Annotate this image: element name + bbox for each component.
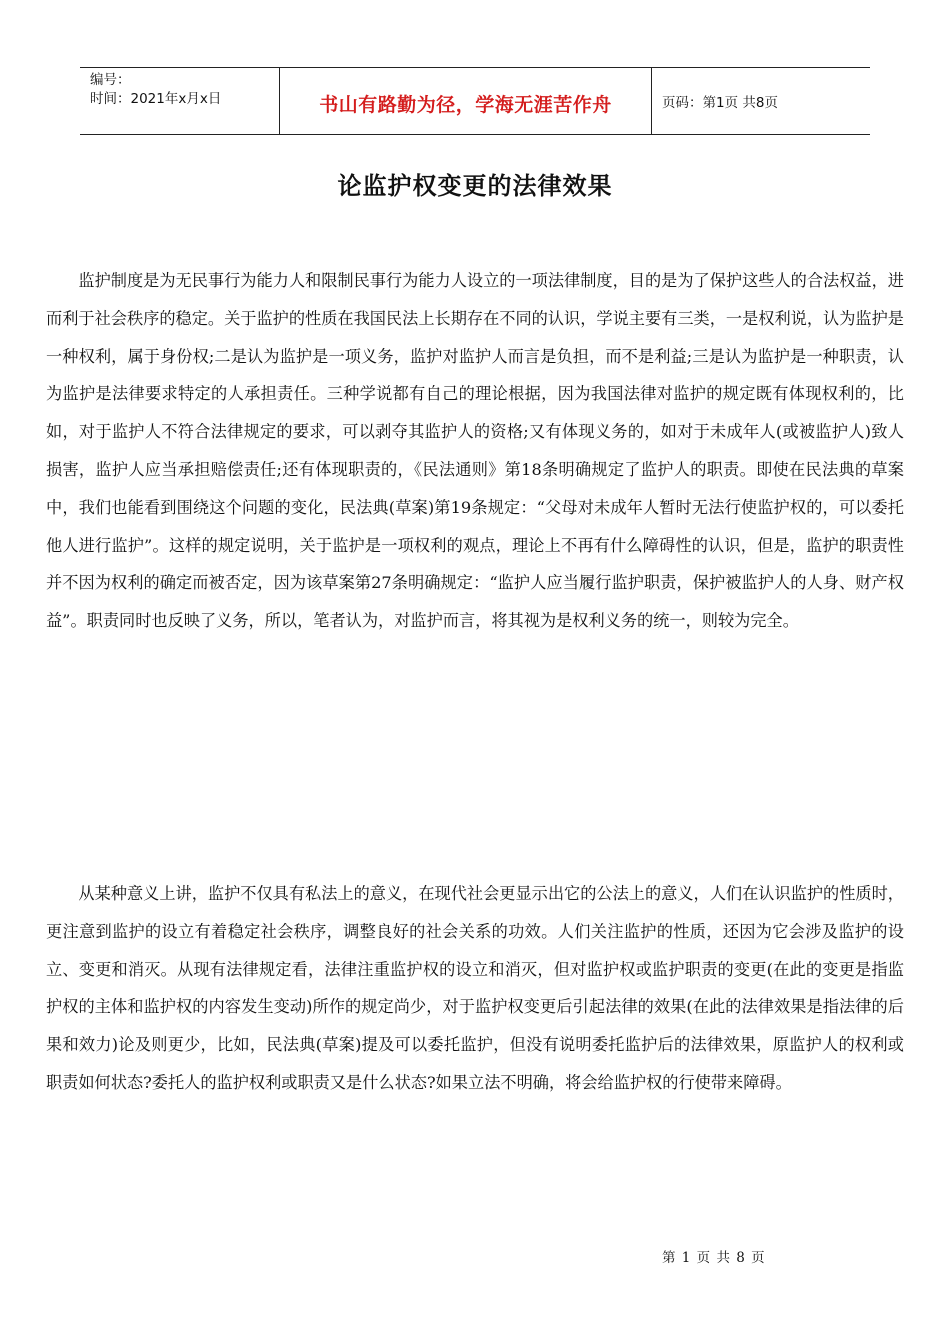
body-paragraph-2: 从某种意义上讲，监护不仅具有私法上的意义，在现代社会更显示出它的公法上的意义，人们在认识监护的性质时，更注意到监护的设立有着稳定社会秩序，调整良好的社会关系的功效。人们关注监护的性质，还因为它会涉及监护的设立、变更和消灭。从现有法律规定看，法律注重监护权的设立和消灭，但对监护权或监护职责的变更(在此的变更是指监护权的主体和监护权的内容发生变动)所作的规定尚少，对于监护权变更后引起法律的效果(在此的法律效果是指法律的后果和效力)论及则更少，比如，民法典(草案)提及可以委托监护，但没有说明委托监护后的法律效果，原监护人的权利或职责如何状态?委托人的监护权利或职责又是什么状态?如果立法不明确，将会给监护权的行使带来障碍。: [46, 884, 904, 1092]
header-meta-cell: [80, 68, 280, 134]
header-page-code: 页码：第1页 共8页: [662, 95, 778, 111]
document-number-label: 编号：: [90, 72, 131, 88]
header-motto-cell: [280, 68, 652, 134]
header-motto: 书山有路勤为径，学海无涯苦作舟: [319, 93, 612, 116]
footer-page-indicator: 第 1 页 共 8 页: [662, 1250, 766, 1266]
header-table: [80, 67, 870, 135]
document-title: 论监护权变更的法律效果: [337, 172, 613, 200]
header-page-cell: [652, 68, 870, 134]
body-paragraph-1: 监护制度是为无民事行为能力人和限制民事行为能力人设立的一项法律制度，目的是为了保护这些人的合法权益，进而利于社会秩序的稳定。关于监护的性质在我国民法上长期存在不同的认识，学说主要有三类，一是权利说，认为监护是一种权利，属于身份权;二是认为监护是一项义务，监护对监护人而言是负担，而不是利益;三是认为监护是一种职责，认为监护是法律要求特定的人承担责任。三种学说都有自己的理论根据，因为我国法律对监护的规定既有体现权利的，比如，对于监护人不符合法律规定的要求，可以剥夺其监护人的资格;又有体现义务的，如对于未成年人(或被监护人)致人损害，监护人应当承担赔偿责任;还有体现职责的，《民法通则》第18条明确规定了监护人的职责。即使在民法典的草案中，我们也能看到围绕这个问题的变化，民法典(草案)第19条规定：“父母对未成年人暂时无法行使监护权的，可以委托他人进行监护”。这样的规定说明，关于监护是一项权利的观点，理论上不再有什么障碍性的认识，但是，监护的职责性并不因为权利的确定而被否定，因为该草案第27条明确规定：“监护人应当履行监护职责，保护被监护人的人身、财产权益”。职责同时也反映了义务，所以，笔者认为，对监护而言，将其视为是权利义务的统一，则较为完全。: [46, 271, 904, 631]
document-date: 时间：2021年x月x日: [90, 91, 222, 107]
